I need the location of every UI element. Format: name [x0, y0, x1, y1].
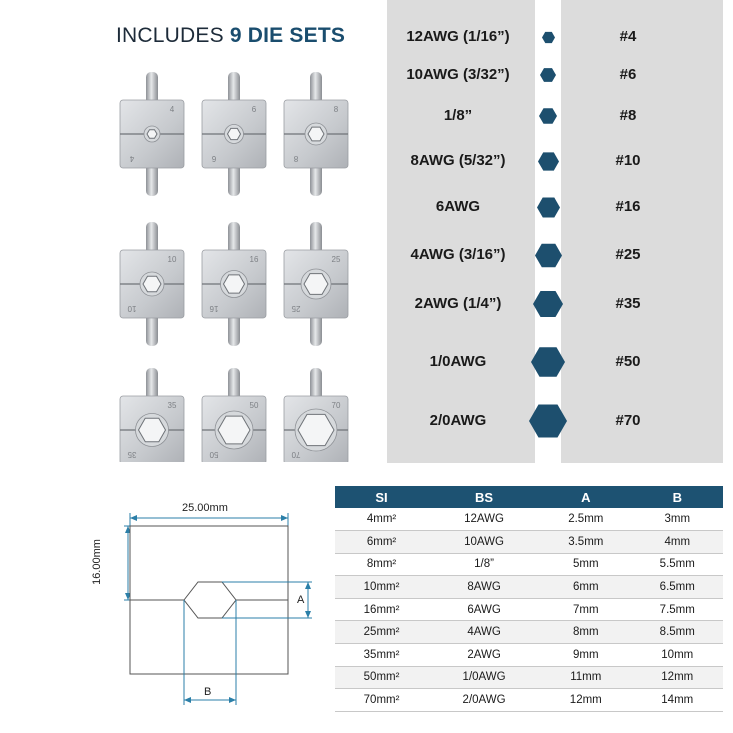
cell-bs: 10AWG — [428, 531, 540, 554]
die-mark-bottom: 8 — [293, 154, 299, 163]
cell-a: 3.5mm — [540, 531, 631, 554]
cell-bs: 4AWG — [428, 621, 540, 644]
size-row — [387, 146, 723, 176]
die-mark-top: 16 — [249, 255, 259, 264]
cell-a: 8mm — [540, 621, 631, 644]
table-row — [335, 598, 723, 621]
size-number-label: #35 — [615, 295, 641, 312]
table-row — [335, 621, 723, 644]
cell-b: 12mm — [632, 666, 723, 689]
table-row — [335, 666, 723, 689]
b-arrow-left — [184, 697, 191, 703]
die-mark-top: 70 — [331, 401, 341, 410]
die-mark-bottom: 35 — [127, 450, 137, 459]
header-b: B — [632, 486, 723, 508]
hex-shape — [533, 291, 563, 317]
cell-b: 6.5mm — [632, 576, 723, 599]
cell-bs: 1/0AWG — [428, 666, 540, 689]
size-number-label: #6 — [619, 66, 637, 83]
size-awg-label: 12AWG (1/16”) — [406, 28, 510, 45]
size-awg-label: 1/0AWG — [429, 353, 487, 370]
size-number-label: #10 — [615, 152, 641, 169]
cell-b: 5.5mm — [632, 553, 723, 576]
cell-a: 6mm — [540, 576, 631, 599]
cell-a: 2.5mm — [540, 508, 631, 531]
cell-si: 10mm² — [335, 576, 428, 599]
cell-si: 25mm² — [335, 621, 428, 644]
header-bs: BS — [428, 486, 540, 508]
cell-bs: 1/8” — [428, 553, 540, 576]
cell-a: 7mm — [540, 598, 631, 621]
die-mark-bottom: 25 — [291, 304, 301, 313]
cell-a: 9mm — [540, 644, 631, 667]
die-mark-bottom: 16 — [209, 304, 219, 313]
hex-shape — [537, 197, 560, 217]
die-mark-top: 50 — [249, 401, 259, 410]
hex-shape — [539, 108, 557, 124]
die-mark-top: 6 — [251, 105, 257, 114]
die-mark-top: 8 — [333, 105, 339, 114]
size-number-label: #4 — [619, 28, 637, 45]
size-row — [387, 289, 723, 319]
die-mark-bottom: 4 — [129, 154, 135, 163]
b-label: B — [204, 686, 212, 698]
size-awg-label: 2AWG (1/4”) — [414, 295, 502, 312]
page-title — [116, 24, 345, 48]
size-row — [387, 22, 723, 52]
table-row — [335, 508, 723, 531]
a-arrow-top — [305, 582, 311, 589]
die-mark-bottom: 6 — [211, 154, 217, 163]
spec-table — [335, 486, 723, 712]
hex-size-icon — [532, 288, 564, 320]
die-set — [202, 368, 266, 462]
die-set — [202, 72, 266, 196]
width-arrow-left — [130, 515, 137, 521]
table-row — [335, 689, 723, 712]
size-number-label: #16 — [615, 198, 641, 215]
hex-size-icon — [539, 66, 557, 84]
height-label: 16.00mm — [90, 539, 103, 585]
hex-size-icon — [536, 195, 561, 220]
die-dimension-diagram — [90, 490, 330, 715]
size-number-label: #8 — [619, 107, 637, 124]
size-awg-label: 2/0AWG — [429, 412, 487, 429]
title-suffix: DIE SETS — [247, 24, 346, 47]
die-cavity-hex — [147, 130, 157, 139]
cell-bs: 12AWG — [428, 508, 540, 531]
hex-shape — [531, 347, 565, 376]
hex-shape — [535, 243, 562, 266]
die-mark-top: 4 — [169, 105, 175, 114]
size-number-label: #50 — [615, 353, 641, 370]
cell-si: 70mm² — [335, 689, 428, 712]
size-row — [387, 406, 723, 436]
die-cavity-hex — [308, 127, 324, 141]
width-arrow-right — [281, 515, 288, 521]
die-set — [284, 222, 348, 346]
cell-b: 7.5mm — [632, 598, 723, 621]
cell-si: 50mm² — [335, 666, 428, 689]
title-count: 9 — [229, 24, 242, 47]
size-number-label: #70 — [615, 412, 641, 429]
width-label: 25.00mm — [182, 502, 228, 514]
hex-size-icon — [528, 401, 568, 441]
cell-si: 6mm² — [335, 531, 428, 554]
die-sets-grid — [110, 62, 360, 462]
header-a: A — [540, 486, 631, 508]
die-set — [120, 72, 184, 196]
hex-size-icon — [537, 150, 560, 173]
cell-si: 16mm² — [335, 598, 428, 621]
cell-a: 5mm — [540, 553, 631, 576]
cell-a: 12mm — [540, 689, 631, 712]
size-row — [387, 240, 723, 270]
die-mark-top: 35 — [167, 401, 177, 410]
cell-b: 8.5mm — [632, 621, 723, 644]
cell-bs: 6AWG — [428, 598, 540, 621]
title-prefix: INCLUDES — [116, 24, 224, 47]
die-set — [284, 368, 348, 462]
die-set — [120, 222, 184, 346]
size-awg-label: 8AWG (5/32”) — [410, 152, 506, 169]
hex-size-icon — [541, 30, 556, 45]
size-awg-label: 10AWG (3/32”) — [406, 66, 510, 83]
size-number-label: #25 — [615, 246, 641, 263]
die-mark-top: 25 — [331, 255, 341, 264]
cell-b: 10mm — [632, 644, 723, 667]
cell-b: 3mm — [632, 508, 723, 531]
table-row — [335, 576, 723, 599]
cell-a: 11mm — [540, 666, 631, 689]
size-chart-panel — [387, 0, 723, 463]
size-awg-label: 1/8” — [443, 107, 473, 124]
spec-table-header-row — [335, 486, 723, 508]
size-awg-label: 6AWG — [435, 198, 481, 215]
cell-b: 14mm — [632, 689, 723, 712]
size-awg-label: 4AWG (3/16”) — [410, 246, 506, 263]
cell-bs: 2AWG — [428, 644, 540, 667]
cell-bs: 2/0AWG — [428, 689, 540, 712]
hex-shape — [540, 68, 556, 82]
table-row — [335, 531, 723, 554]
hex-shape — [542, 31, 555, 42]
die-cavity-hex — [228, 128, 241, 139]
size-row — [387, 60, 723, 90]
hex-shape — [529, 405, 567, 438]
size-row — [387, 347, 723, 377]
die-cavity-hex — [143, 276, 161, 292]
die-mark-bottom: 10 — [127, 304, 137, 313]
table-row — [335, 553, 723, 576]
die-mark-bottom: 70 — [291, 450, 301, 459]
dimension-drawing — [100, 490, 330, 715]
die-mark-bottom: 50 — [209, 450, 219, 459]
table-row — [335, 644, 723, 667]
header-si: SI — [335, 486, 428, 508]
cell-si: 35mm² — [335, 644, 428, 667]
die-mark-top: 10 — [167, 255, 177, 264]
hex-size-icon — [530, 344, 566, 380]
a-arrow-bottom — [305, 611, 311, 618]
die-set — [120, 368, 184, 462]
hex-size-icon — [538, 106, 558, 126]
cell-b: 4mm — [632, 531, 723, 554]
size-row — [387, 192, 723, 222]
hex-shape — [538, 152, 559, 170]
die-set — [202, 222, 266, 346]
b-arrow-right — [229, 697, 236, 703]
cell-si: 4mm² — [335, 508, 428, 531]
a-label: A — [297, 594, 305, 606]
size-row — [387, 101, 723, 131]
hex-size-icon — [534, 241, 563, 270]
cell-bs: 8AWG — [428, 576, 540, 599]
cell-si: 8mm² — [335, 553, 428, 576]
die-set — [284, 72, 348, 196]
die-cavity-hex — [224, 275, 245, 293]
